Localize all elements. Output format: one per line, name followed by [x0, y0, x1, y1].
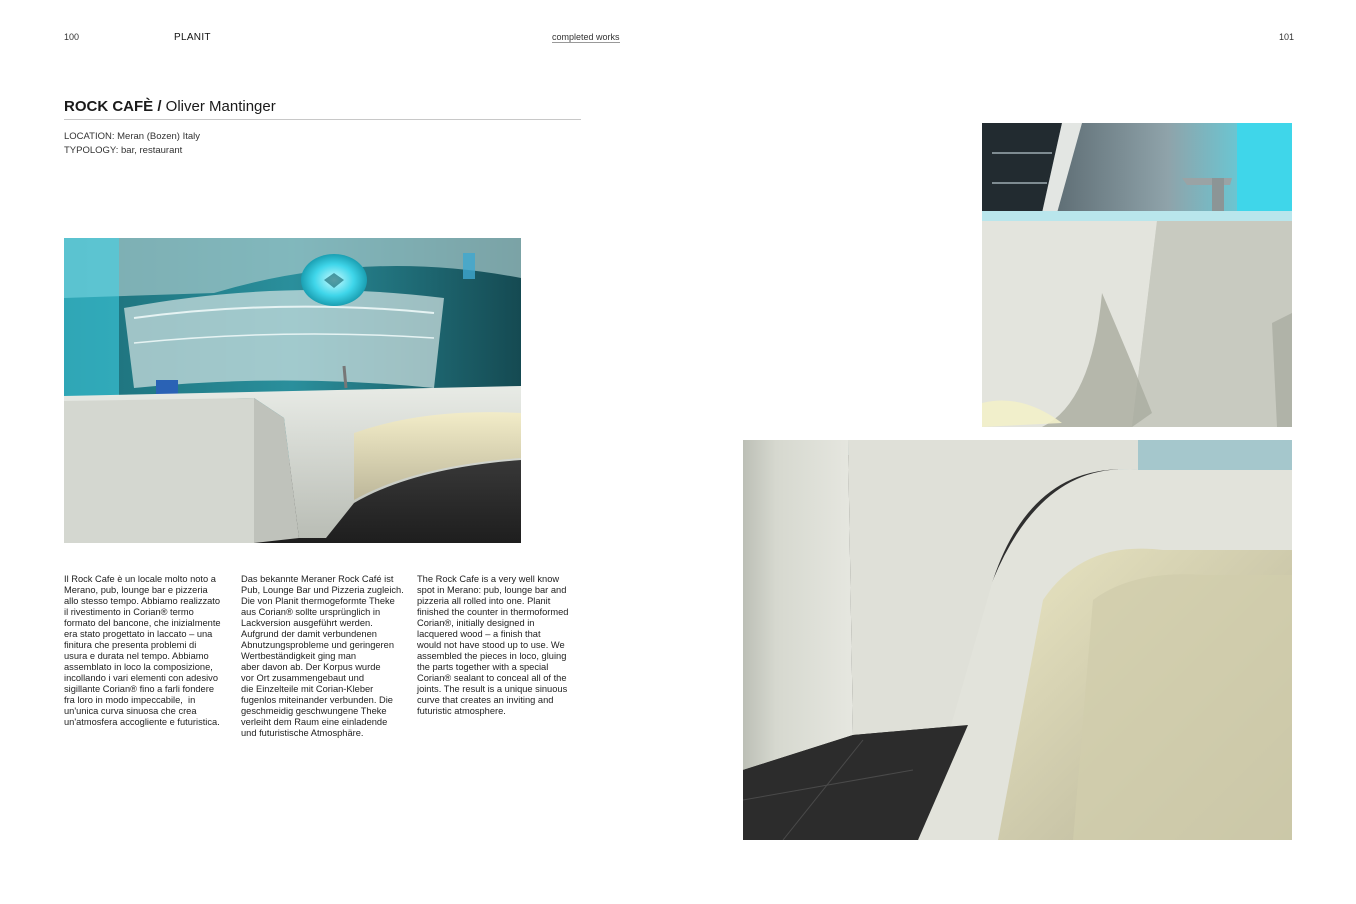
page-number-left: 100 [64, 32, 80, 42]
project-meta [64, 130, 200, 157]
location-line: LOCATION: Meran (Bozen) Italy [64, 131, 201, 142]
brand-name: PLANIT [174, 32, 211, 43]
photo-counter-detail-top [982, 123, 1292, 427]
architect-name: Oliver Mantinger [165, 98, 276, 115]
photo-counter-detail-bottom [743, 440, 1292, 840]
article-title [64, 98, 276, 115]
project-name: ROCK CAFÈ / [64, 98, 162, 115]
text-column-english: The Rock Cafe is a very well know spot in Merano: pub, lounge bar and pizzeria all rolled into one. Planit finished the counter in thermoformed Corian®, initially designed in lacquered wood – a finish that would not have stood up to use. We assembled the pieces in loco, gluing the parts together with a special Corian® sealant to conceal all of the joints. The result is a unique sinuous curve that creates an inviting and futuristic atmosphere. [417, 574, 569, 716]
text-column-italian: Il Rock Cafe è un locale molto noto a Merano, pub, lounge bar e pizzeria allo stesso tempo. Abbiamo realizzato il rivestimento in Corian® termo formato del bancone, che inizialmente era stato progettato in laccato – una finitura che presenta problemi di usura e durata nel tempo. Abbiamo assemblato in loco la composizione, incollando i vari elementi con adesivo sigillante Corian® fino a farli fondere fra loro in modo impeccabile, in un'unica curva sinuosa che crea un'atmosfera accogliente e futuristica. [64, 574, 221, 727]
text-column-german: Das bekannte Meraner Rock Café ist Pub, Lounge Bar und Pizzeria zugleich. Die von Planit thermogeformte Theke aus Corian® sollte ursprünglich in Lackversion ausgeführt werden. Aufgrund der damit verbundenen Abnutzungsprobleme und geringeren Wertbeständigkeit ging man aber davon ab. Der Korpus wurde vor Ort zusammengebaut und die Einzelteile mit Corian-Kleber fugenlos miteinander verbunden. Die geschmeidig geschwungene Theke verleiht dem Raum eine einladende und futuristische Atmosphäre. [241, 574, 404, 738]
photo-bar-counter-overview [64, 238, 521, 543]
page-number-right: 101 [1279, 32, 1295, 42]
title-divider [64, 119, 581, 120]
typology-line: TYPOLOGY: bar, restaurant [64, 144, 183, 156]
section-label: completed works [552, 32, 620, 42]
